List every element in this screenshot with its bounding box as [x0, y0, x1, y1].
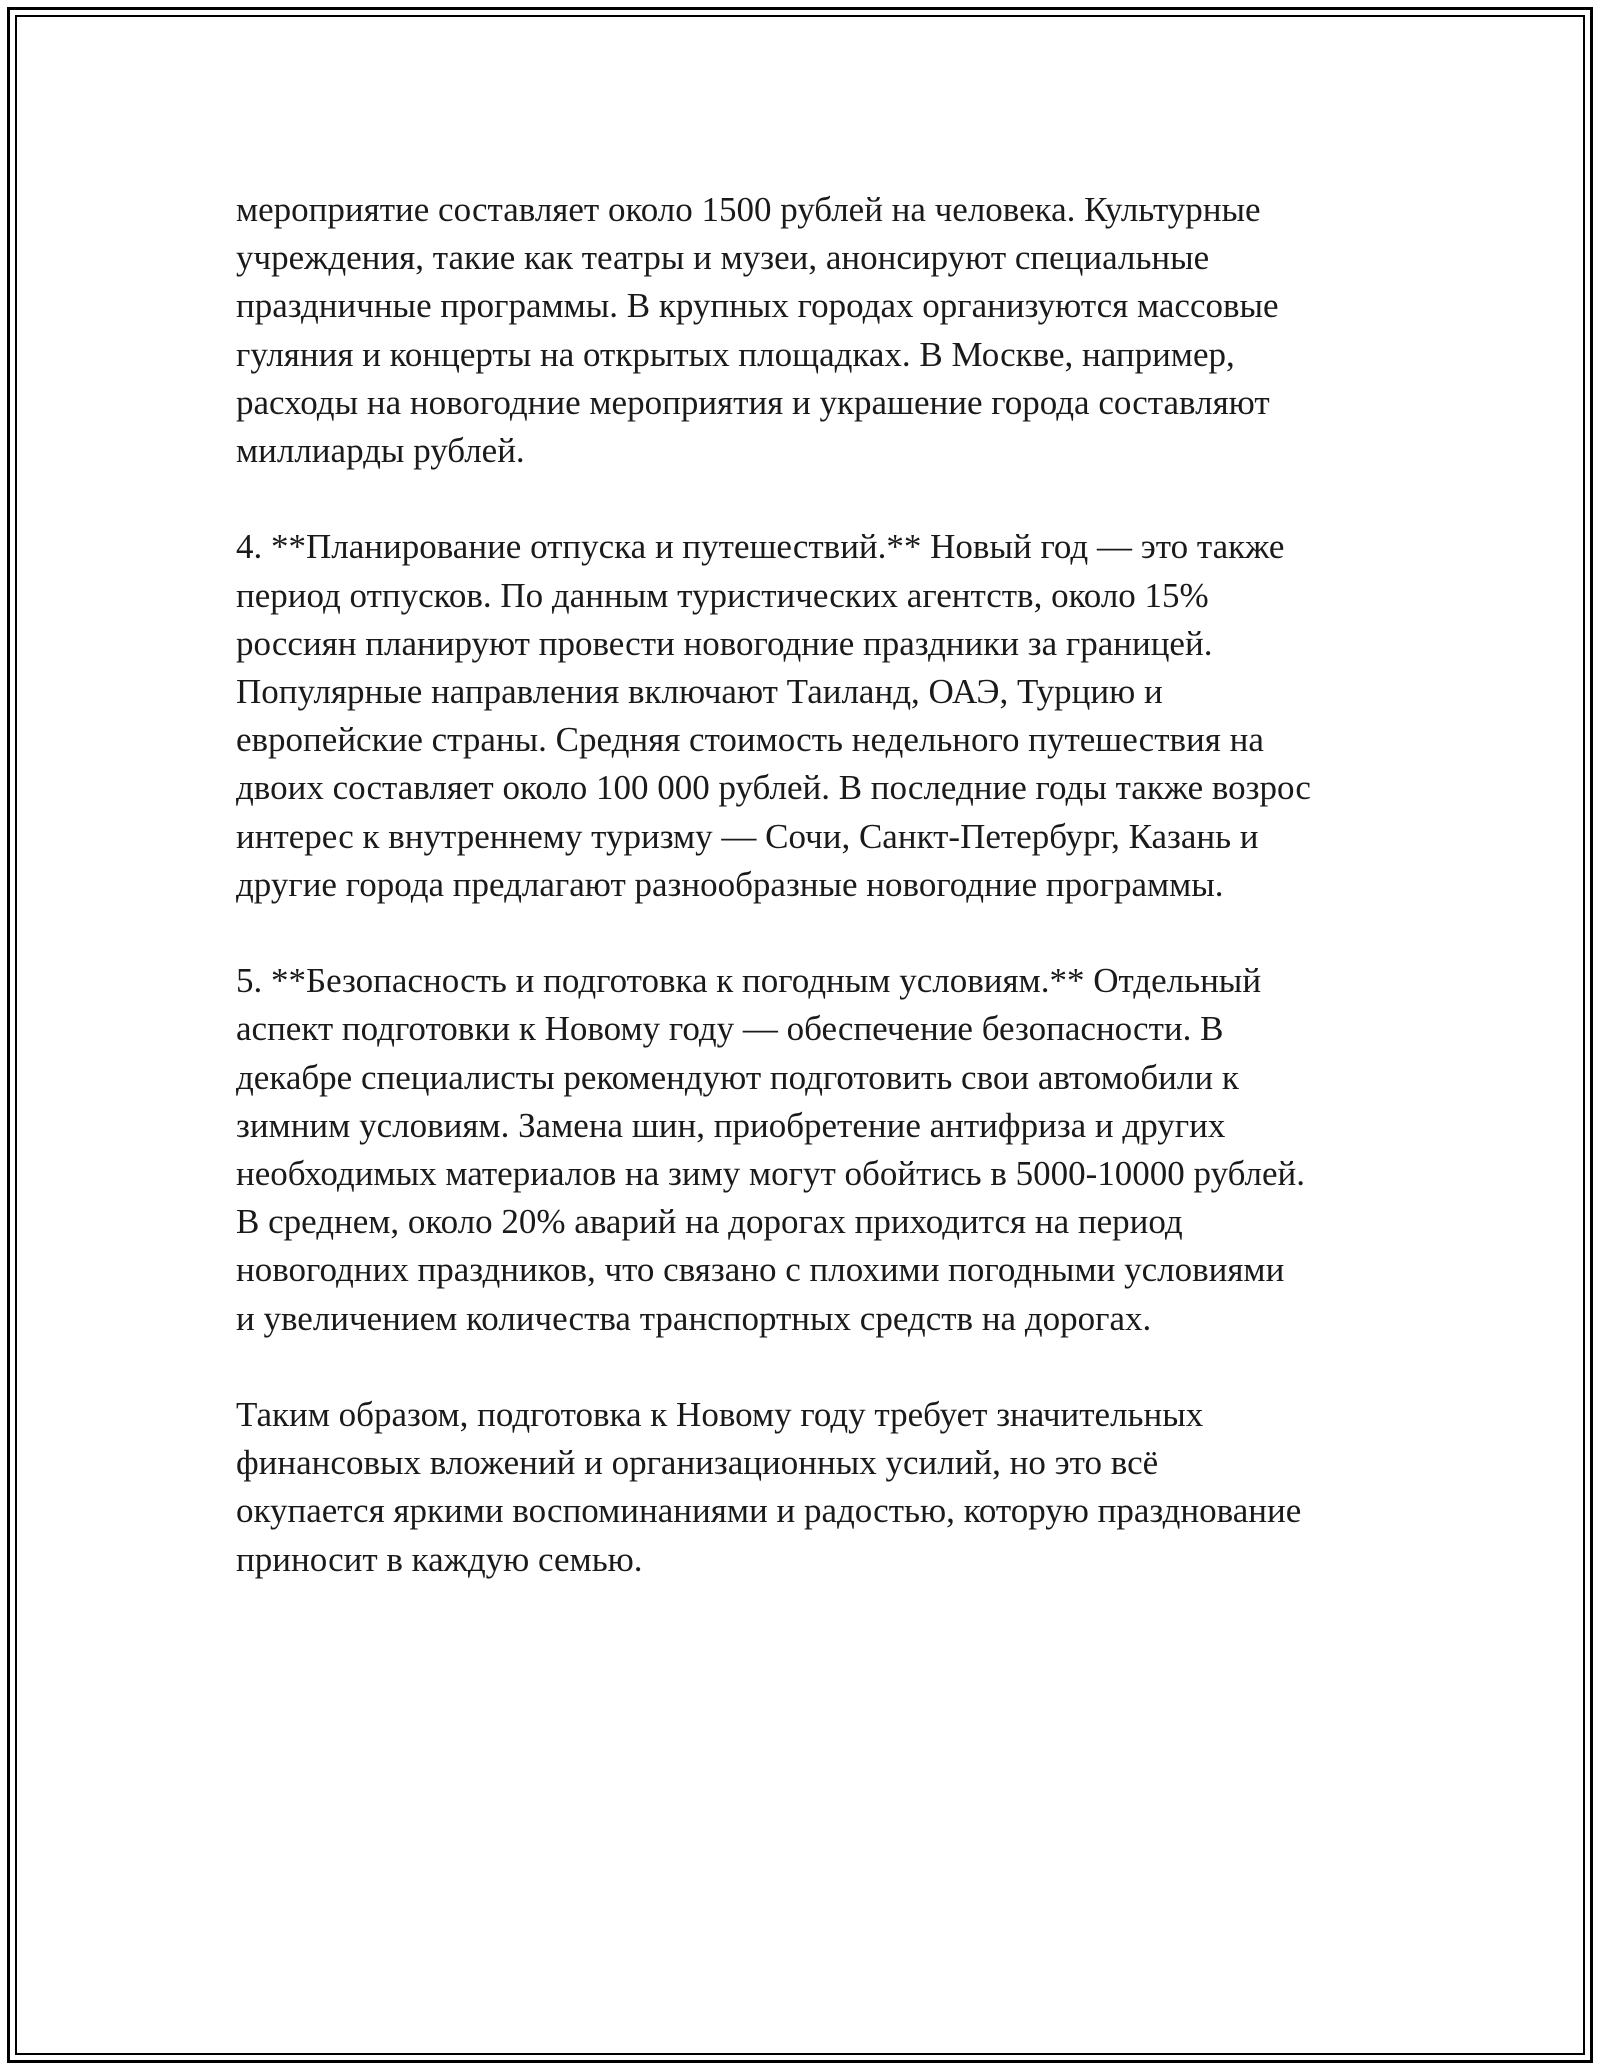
- document-body: [236, 186, 1416, 1632]
- paragraph-conclusion: Таким образом, подготовка к Новому году требует значительных финансовых вложений и организационных усилий, но это всё окупается яркими воспоминаниями и радостью, которую празднование приносит в каждую семью.: [236, 1395, 1302, 1579]
- paragraph-safety-weather: 5. **Безопасность и подготовка к погодным условиям.** Отдельный аспект подготовки к Новому году — обеспечение безопасности. В декабре специалисты рекомендуют подготовить свои автомобили к зимним условиям. Замена шин, приобретение антифриза и других необходимых материалов на зиму могут обойтись в 5000-10000 рублей. В среднем, около 20% аварий на дорогах приходится на период новогодних праздников, что связано с плохими погодными условиями и увеличением количества транспортных средств на дорогах.: [236, 961, 1306, 1338]
- paragraph-events-continued: мероприятие составляет около 1500 рублей на человека. Культурные учреждения, такие как театры и музеи, анонсируют специальные праздничные программы. В крупных городах организуются массовые гуляния и концерты на открытых площадках. В Москве, например, расходы на новогодние мероприятия и украшение города составляют миллиарды рублей.: [236, 190, 1279, 471]
- paragraph-vacation-planning: 4. **Планирование отпуска и путешествий.** Новый год — это также период отпусков. По данным туристических агентств, около 15% россиян планируют провести новогодние праздники за границей. Популярные направления включают Таиланд, ОАЭ, Турцию и европейские страны. Средняя стоимость недельного путешествия на двоих составляет около 100 000 рублей. В последние годы также возрос интерес к внутреннему туризму — Сочи, Санкт-Петербург, Казань и другие города предлагают разнообразные новогодние программы.: [236, 527, 1311, 904]
